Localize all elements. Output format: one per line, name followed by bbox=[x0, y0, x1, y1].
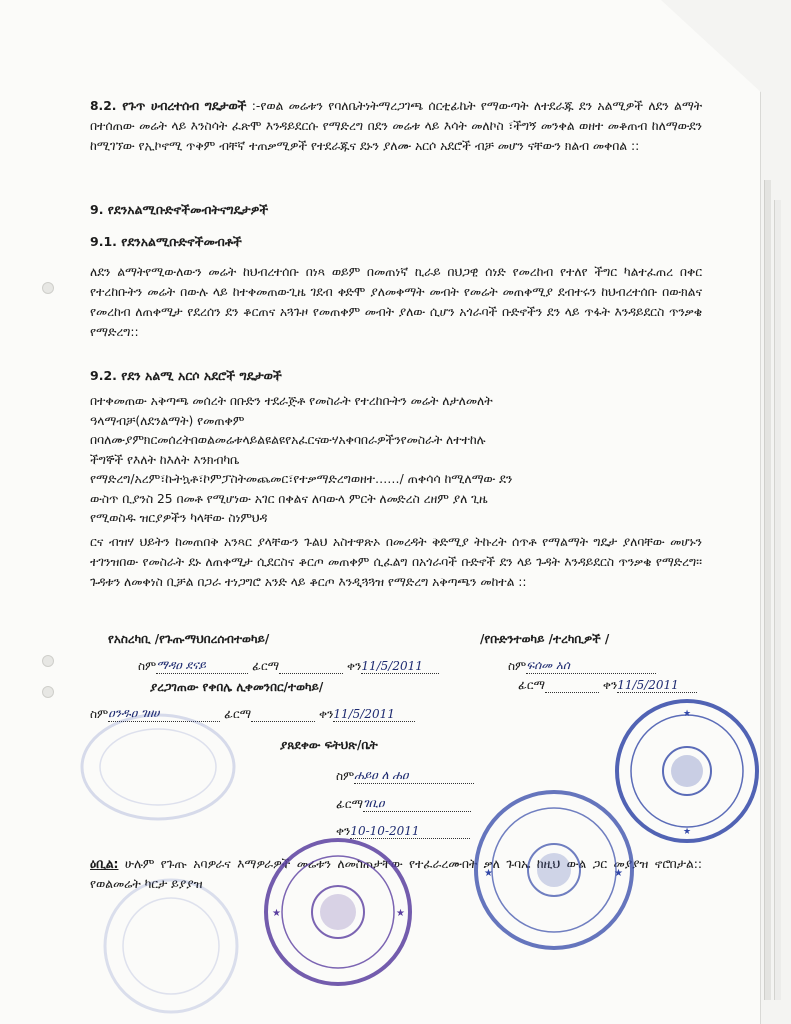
note-text: ሁሉም የጉጡ አባዎራና እማዎራዎች መሬቱን ለመስጠታቸው የተፈራረሙበት ቃለ ጉባኤ ከዚህ ውል ጋር መያያዝ ኖሮበታል:: የወልመሬት ካርታ ይያያዝ bbox=[90, 857, 702, 891]
judicial-signature: ገቢዐ bbox=[363, 796, 385, 810]
duty-line: የማድረግ/አረም፣ኩትኳቶ፣ኮምፓስትመጨመር፣የተቃማድረግወዘተ……/ ጠቀሳሳ ከሚለማው ደን bbox=[90, 472, 513, 486]
faded-stamp bbox=[78, 712, 238, 822]
verifier-date: 11/5/2011 bbox=[333, 707, 395, 721]
svg-text:★: ★ bbox=[614, 868, 623, 879]
section-9-2-list bbox=[90, 392, 702, 529]
section-9-2-text: ርና ብዝሃ ህይትን ከመጠበቅ አንጻር ያላቸውን ጉልህ አስተዋጽኦ በመረዳት ቅድሚያ ትኩረት ሰጥቶ የማልማት ግዴታ ያለባቸው መሆኑን ተገንዝበው የመስራት ደኑ ለጠቀሚታ ሲደርስና ቆርጦ መጠቀም ሲፈልግ በአጎራባች ቡድኖች ደን ላይ ጉዳት እንዳይደርስ ጥንቃቄ የማድረግ፡፡ ጉዳቱን ለመቀነስ ቢቻል በጋራ ተነጋግሮ አንድ ላይ ቆርጦ እንዲጓጓዝ የማድረግ አቅጣጫን መከተል :: bbox=[90, 535, 702, 589]
receiver-sign-line: ፊርማ ቀን11/5/2011 bbox=[518, 678, 697, 693]
section-9-1-text: ለደን ልማትየሚውለውን መሬት ከህብረተሰቡ በነጻ ወይም በመጠነኛ ኪራይ በህጋዊ ሰነድ የመረከብ የተለየ ችግር ካልተፈጠረ በቀር የተረከቡትን መሬት በውሉ ላይ ከተቀመጠውጊዜ ገደብ ቀድሞ ያለመቀማት መብት የመሬት መጠቀሚያ ደብተሩን ከህብረተሰቡ በውክልና የመረከብ ለጠቀሚታ የደረሰን ደን ቆርጠና አጓጉዞ የመጠቀም መብት ያለው ሲሆን አጎራባች ቡድኖችን ደን ላይ ጥፋት እንዳይደርስ ጥንቃቄ የማድረግ:: bbox=[90, 265, 702, 339]
section-9-1-heading: 9.1. የደንአልሚቡድኖችመብቶች bbox=[90, 234, 242, 249]
judicial-title: ያጸደቀው ፍትህጽ/ቤት bbox=[280, 738, 378, 752]
receiver-name: ፍሰመ አሰ bbox=[526, 658, 570, 672]
section-9-2-heading: 9.2. የደን አልሚ አርሶ አደሮች ግዴታወች bbox=[90, 368, 282, 383]
punch-hole bbox=[42, 686, 54, 698]
duty-line: ውስጥ ቢያንስ 25 በመቶ የሚሆነው አገር በቀልና ለባውላ ምርት ለመድረስ ረዘም ያለ ጊዜ bbox=[90, 491, 488, 506]
section-9-1-body bbox=[90, 262, 702, 342]
section-9-2-body bbox=[90, 532, 702, 592]
duty-line: ችግኞች የእለት ከእለት እንክብካቤ bbox=[90, 452, 240, 467]
office-stamp bbox=[470, 786, 638, 954]
section-9-heading: 9. የደንአልሚቡድኖችመብትናግዴታዎች bbox=[90, 202, 269, 217]
verifier-signature-line: ስምዐንዱዐ ገዘሀ ፊርማ ቀን11/5/2011 bbox=[90, 706, 415, 722]
svg-text:★: ★ bbox=[396, 908, 405, 919]
svg-text:★: ★ bbox=[484, 868, 493, 879]
punch-hole bbox=[42, 282, 54, 294]
punch-hole bbox=[42, 655, 54, 667]
handover-name: ማዳዐ ደናይ bbox=[156, 658, 206, 672]
handover-date: 11/5/2011 bbox=[361, 659, 423, 673]
page-edge bbox=[774, 200, 781, 1000]
svg-text:★: ★ bbox=[272, 908, 281, 919]
duty-line: በባለሙያምክርመሰረትበወልመሬቱላይልዩልዩየአፈርናውሃአቀባበራዎችንየመስራት ለተተከሉ bbox=[90, 433, 486, 447]
verifier-title: ያረጋገጠው የቀበሌ ሊቀመንበር/ተወካይ/ bbox=[150, 680, 324, 694]
page-edge bbox=[764, 180, 771, 1000]
judicial-sign-line: ፊርማገቢዐ bbox=[336, 796, 471, 812]
receiver-name-line: ስምፍሰመ አሰ bbox=[508, 658, 656, 674]
judicial-name: ሐይዐ ለ ሐዐ bbox=[354, 768, 409, 782]
judicial-date-line: ቀን10-10-2011 bbox=[336, 824, 470, 839]
svg-text:★: ★ bbox=[682, 709, 692, 719]
note-label: ዕቢል: bbox=[90, 857, 119, 871]
section-8-2 bbox=[90, 96, 702, 156]
receiver-title: /የቡድንተወካይ /ተረካቢዎች / bbox=[480, 632, 610, 646]
judicial-date: 10-10-2011 bbox=[350, 824, 420, 838]
svg-text:★: ★ bbox=[682, 827, 692, 837]
court-stamp bbox=[262, 836, 414, 988]
section-8-2-heading: 8.2. የጉጥ ሀብረተሰብ ግዴታወች bbox=[90, 99, 247, 113]
duty-line: በተቀመጠው አቅጣጫ መሰረት በቡድን ተደራጅቶ የመስራት የተረከቡትን መሬት ለታለመለት bbox=[90, 394, 493, 408]
receiver-date: 11/5/2011 bbox=[617, 678, 679, 692]
duty-line: የሚወስዱ ዝርያዎችን ካላቸው ስነምህዳ bbox=[90, 511, 268, 525]
handover-title: የአስረካቢ /የጉጡማህበረሰብተወካይ/ bbox=[108, 632, 270, 646]
duty-line: ዓላማብቻ(ለደንልማት) የመጠቀም bbox=[90, 413, 245, 428]
verifier-name: ዐንዱዐ ገዘሀ bbox=[108, 706, 160, 720]
faded-stamp bbox=[96, 876, 246, 1016]
judicial-name-line: ስምሐይዐ ለ ሐዐ bbox=[336, 768, 474, 784]
handover-signature-line: ስምማዳዐ ደናይ ፊርማ ቀን11/5/2011 bbox=[138, 658, 439, 674]
section-8-2-body: :-የወል መሬቱን የባለቤትነትማረጋገጫ ሰርቲፊኬት የማውጣት ለተደራጁ ደን አልሚዎች ለደን ልማት በተሰጠው መሬት ላይ እንስሳት ፈጽሞ እንዳይደርሱ የማድረግ በደን መሬቱ ላይ እሳት መለኮስ ፣ችግኝ መንቀል ወዘተ መቆጠብ ከለማውደን ከሚገኘው የኢኮኖሚ ጥቅም ብቸኛ ተጠቃሚዎች የተደራጁና ደኑን ያለሙ አርሶ አደሮች ብቻ መሆን ናቸውን ክልብ መቀበል :: bbox=[90, 99, 702, 153]
